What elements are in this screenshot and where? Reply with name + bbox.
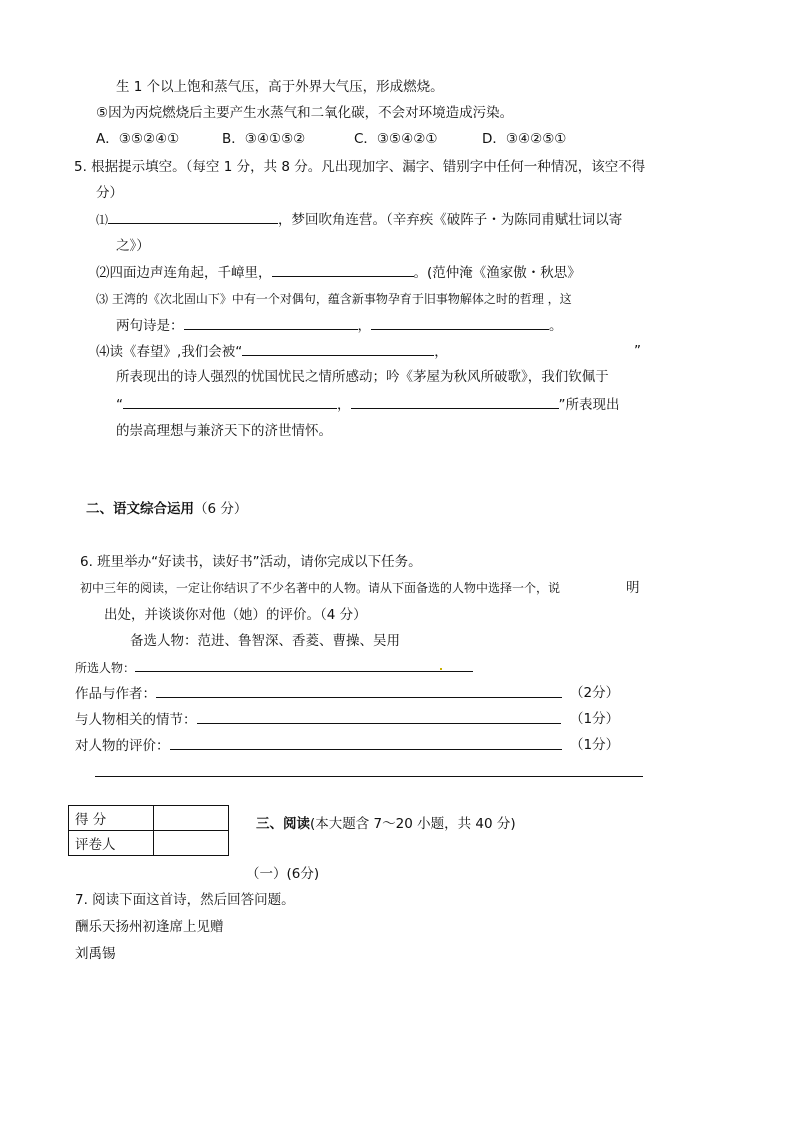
q6-plot-label: 与人物相关的情节：: [75, 712, 197, 728]
q5-blank-1[interactable]: [108, 209, 278, 224]
q5-sub4-line2: 所表现出的诗人强烈的忧国忧民之情所感动；吟《茅屋为秋风所破歌》，我们钦佩于: [116, 369, 609, 385]
q5-sub1: [96, 209, 622, 230]
section3-heading: [256, 814, 516, 834]
section3-desc: (本大题含 7～20 小题，共 40 分): [310, 816, 516, 832]
q5-sub4-mid: ，: [337, 397, 351, 413]
q5-sub3-line2: [116, 315, 563, 336]
q6-eval-score: （1分）: [570, 737, 620, 753]
q5-sub2-text-b: 。(范仲淹《渔家傲・秋思》: [413, 265, 581, 281]
q6-chosen-label: 所选人物：: [75, 661, 136, 675]
poem-author: 刘禹锡: [75, 946, 116, 962]
part1-heading: （一）(6分): [246, 866, 320, 882]
section2-heading: [86, 499, 247, 519]
q5-blank-3b[interactable]: [371, 315, 549, 330]
q6-answer-line[interactable]: [95, 776, 643, 777]
q5-sub4-text-a: ⑷读《春望》,我们会被“: [96, 344, 243, 360]
q5-blank-2[interactable]: [272, 262, 414, 277]
poem-title: 酬乐天扬州初逢席上见赠: [75, 919, 224, 935]
q6-stem: 6. 班里举办“好读书，读好书”活动，请你完成以下任务。: [80, 554, 422, 570]
q5-blank-4a[interactable]: [242, 341, 434, 356]
q5-sub4-comma: ，: [434, 344, 448, 360]
q4-option-a: A．③⑤②④①: [96, 131, 180, 147]
q4-option-d: D．③④②⑤①: [482, 131, 567, 147]
q5-sub2-text-a: ⑵四面边声连角起，千嶂里，: [96, 265, 272, 281]
q6-chosen-blank[interactable]: [135, 657, 473, 672]
q5-sub1-num: ⑴: [96, 213, 109, 227]
q5-sub3-end: 。: [549, 318, 563, 334]
q5-blank-3a[interactable]: [184, 315, 358, 330]
q6-work-label: 作品与作者：: [75, 686, 156, 702]
stray-mark: [440, 668, 442, 670]
q6-plot-blank[interactable]: [197, 709, 561, 724]
q6-eval-row: [75, 735, 562, 756]
q5-sub1-cont: 之》）: [116, 238, 150, 254]
q5-sub4-line4: 的崇高理想与兼济天下的济世情怀。: [116, 423, 332, 439]
score-cell[interactable]: [154, 806, 229, 831]
q5-blank-4b[interactable]: [123, 394, 337, 409]
score-table: [68, 805, 229, 856]
q5-sub3-label: 两句诗是：: [116, 318, 184, 334]
q5-sub4-line3: [116, 394, 620, 415]
q6-line2: 初中三年的阅读，一定让你结识了不少名著中的人物。请从下面备选的人物中选择一个，说: [80, 581, 561, 595]
q6-eval-blank[interactable]: [170, 735, 562, 750]
q5-sub4-tail: ”所表现出: [558, 397, 620, 413]
q5-sub4: [96, 341, 448, 362]
q4-continuation-line: 生 1 个以上饱和蒸气压，高于外界大气压，形成燃烧。: [116, 79, 444, 95]
q5-stem: 5. 根据提示填空。（每空 1 分，共 8 分。凡出现加字、漏字、错别字中任何一种情况，该空不得: [74, 159, 646, 175]
q6-plot-row: [75, 709, 561, 730]
grader-label: 评卷人: [69, 831, 154, 856]
q4-item5: ⑤因为丙烷燃烧后主要产生水蒸气和二氧化碳，不会对环境造成污染。: [96, 105, 514, 121]
q6-work-score: （2分）: [570, 685, 620, 701]
section3-title: 三、阅读: [256, 816, 310, 832]
q6-work-row: [75, 683, 562, 704]
q5-sub1-text: ，梦回吹角连营。（辛弃疾《破阵子・为陈同甫赋壮词以寄: [278, 212, 623, 228]
section2-title: 二、语文综合运用: [86, 501, 194, 517]
q4-option-b: B．③④①⑤②: [222, 131, 306, 147]
score-label: 得 分: [69, 806, 154, 831]
grader-cell[interactable]: [154, 831, 229, 856]
section2-score: （6 分）: [194, 501, 248, 517]
q7-stem: 7. 阅读下面这首诗，然后回答问题。: [75, 892, 295, 908]
q4-option-c: C．③⑤④②①: [354, 131, 438, 147]
q5-stem-cont: 分）: [96, 185, 123, 201]
q5-sub4-quote: ”: [634, 343, 641, 359]
q5-sub3-comma: ，: [357, 318, 371, 334]
q6-candidates: 备选人物：范进、鲁智深、香菱、曹操、吴用: [130, 633, 400, 649]
q5-sub4-open: “: [116, 397, 123, 413]
q6-line3: 出处，并谈谈你对他（她）的评价。（4 分）: [104, 607, 367, 623]
q6-plot-score: （1分）: [570, 711, 620, 727]
q6-eval-label: 对人物的评价：: [75, 738, 170, 754]
q5-sub2: [96, 262, 581, 283]
q5-sub3: ⑶ 王湾的《次北固山下》中有一个对偶句，蕴含新事物孕育于旧事物解体之时的哲理 ，这: [96, 292, 572, 306]
q6-line2-tail: 明: [626, 580, 640, 596]
q6-chosen-row: [75, 657, 473, 678]
q5-blank-4c[interactable]: [351, 394, 559, 409]
q6-work-blank[interactable]: [156, 683, 562, 698]
